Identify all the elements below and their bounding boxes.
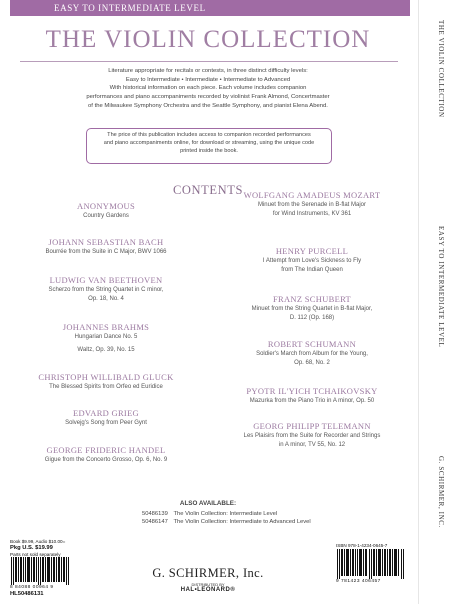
work-title: The Blessed Spirits from Orfeo ed Euridice <box>49 384 163 390</box>
intro-line: Easy to Intermediate • Intermediate • Intermediate to Advanced <box>125 76 291 83</box>
work-title: Soldier's March from Album for the Young, <box>256 351 368 357</box>
intro-line: performances and piano accompaniments recorded by violinist Frank Almond, Concertmaster <box>86 94 330 101</box>
price-us <box>10 545 74 552</box>
distributed-by-label: DISTRIBUTED BY <box>191 582 225 587</box>
item-title: The Violin Collection: Intermediate Level <box>173 511 278 517</box>
contents-entry <box>220 421 404 449</box>
work-title: Waltz, Op. 39, No. 15 <box>77 346 135 353</box>
hal-leonard-logo: HAL•LEONARD® <box>180 587 236 593</box>
contents-heading: CONTENTS <box>172 183 244 197</box>
also-available-list <box>142 510 311 526</box>
work-title: Scherzo from the String Quartet in C minor, <box>48 287 164 293</box>
contents-entry <box>16 275 196 303</box>
isbn-text: ISBN 978-1-4234-0645-7 <box>336 543 388 548</box>
composer-name: CHRISTOPH WILLIBALD GLUCK <box>38 372 174 382</box>
composer-name: WOLFGANG AMADEUS MOZART <box>243 190 381 200</box>
work-title: Op. 68, No. 2 <box>294 359 330 366</box>
notice-line: printed inside the book. <box>180 148 238 155</box>
composer-name: FRANZ SCHUBERT <box>272 294 352 304</box>
item-code: 50486147 <box>142 519 168 526</box>
contents-entry <box>16 445 196 465</box>
price-us-text: Pkg U.S. $19.99 <box>10 544 53 551</box>
work-title: Gigue from the Concerto Grosso, Op. 6, No. 9 <box>44 457 168 463</box>
work-title: Les Plaisirs from the Suite for Recorder and Strings <box>243 433 381 439</box>
price-line: Book $9.99, Audio $10.00= <box>10 539 66 544</box>
distributor-block <box>163 582 253 593</box>
isbn-barcode-block <box>336 543 408 584</box>
work-title: Op. 18, No. 4 <box>88 295 124 302</box>
publisher-name: G. SCHIRMER, Inc. <box>152 566 264 580</box>
composer-name: LUDWIG VAN BEETHOVEN <box>49 275 163 285</box>
audio-notice-box <box>86 128 332 164</box>
composer-name: PYOTR IL'YICH TCHAIKOVSKY <box>246 386 378 396</box>
also-available-heading: ALSO AVAILABLE: <box>179 500 237 507</box>
also-available-item <box>142 510 311 518</box>
work-title: Minuet from the Serenade in B-flat Major <box>257 202 367 208</box>
item-title: The Violin Collection: Intermediate to Advanced Level <box>173 519 311 526</box>
contents-entry <box>220 339 404 367</box>
spine-level: EASY TO INTERMEDIATE LEVEL <box>437 226 445 348</box>
intro-line: With historical information on each piece. Each volume includes companion <box>109 85 307 92</box>
intro-line: Literature appropriate for recitals or contests, in three distinct difficulty levels: <box>108 68 308 74</box>
book-title: THE VIOLIN COLLECTION <box>45 26 371 53</box>
composer-name: EDVARD GRIEG <box>72 408 139 418</box>
catalog-code: HL50486131 <box>10 591 44 598</box>
notice-line: and piano accompaniments online, for download or streaming, using the unique code <box>103 140 315 147</box>
spine-publisher: G. SCHIRMER, INC. <box>437 456 445 528</box>
composer-name: GEORG PHILIPP TELEMANN <box>253 421 371 431</box>
spine-title: THE VIOLIN COLLECTION <box>437 20 445 118</box>
work-title: Solvejg's Song from Peer Gynt <box>65 420 147 426</box>
work-title: from The Indian Queen <box>281 266 343 273</box>
contents-entry <box>220 190 404 218</box>
contents-entry <box>220 386 404 406</box>
composer-name: GEORGE FRIDERIC HANDEL <box>46 445 166 455</box>
work-title: Country Gardens <box>83 213 129 219</box>
work-title: for Wind Instruments, KV 361 <box>272 210 352 217</box>
intro-line: of the Milwaukee Symphony Orchestra and the Seattle Symphony, and pianist Elena Abend. <box>88 102 328 109</box>
composer-name: ANONYMOUS <box>77 201 135 211</box>
price-note: Parts not sold separately <box>10 551 61 557</box>
composer-name: JOHANN SEBASTIAN BACH <box>48 237 164 247</box>
contents-entry <box>16 322 196 354</box>
title-rule <box>20 61 398 62</box>
composer-name: JOHANNES BRAHMS <box>62 322 150 332</box>
work-title: in A minor, TV 55, No. 12 <box>278 441 346 448</box>
work-title: Hungarian Dance No. 5 <box>74 334 138 340</box>
contents-entry <box>220 246 404 274</box>
isbn-barcode <box>336 549 406 579</box>
contents-entry <box>16 408 196 428</box>
item-code: 50486139 <box>142 511 168 517</box>
notice-line: The price of this publication includes access to companion recorded performances <box>107 132 311 138</box>
level-banner: EASY TO INTERMEDIATE LEVEL <box>10 0 410 16</box>
upc-digits: 8 84088 00964 9 <box>10 585 54 591</box>
composer-name: HENRY PURCELL <box>275 246 349 256</box>
work-title: Minuet from the String Quartet in B-flat Major, <box>251 306 373 312</box>
work-title: D. 112 (Op. 168) <box>289 314 335 321</box>
work-title: Mazurka from the Piano Trio in A minor, Op. 50 <box>249 398 375 404</box>
contents-entry <box>16 201 196 221</box>
work-title: Bourrée from the Suite in C Major, BWV 1066 <box>45 249 167 255</box>
composer-name: ROBERT SCHUMANN <box>267 339 357 349</box>
contents-entry <box>16 372 196 392</box>
isbn-digits: 9 781423 406457 <box>336 579 381 584</box>
book-spine <box>418 0 454 604</box>
contents-entry <box>220 294 404 322</box>
contents-entry <box>16 237 196 257</box>
intro-text <box>30 67 386 111</box>
also-available-item <box>142 518 311 526</box>
work-title: I Attempt from Love's Sickness to Fly <box>262 258 362 264</box>
